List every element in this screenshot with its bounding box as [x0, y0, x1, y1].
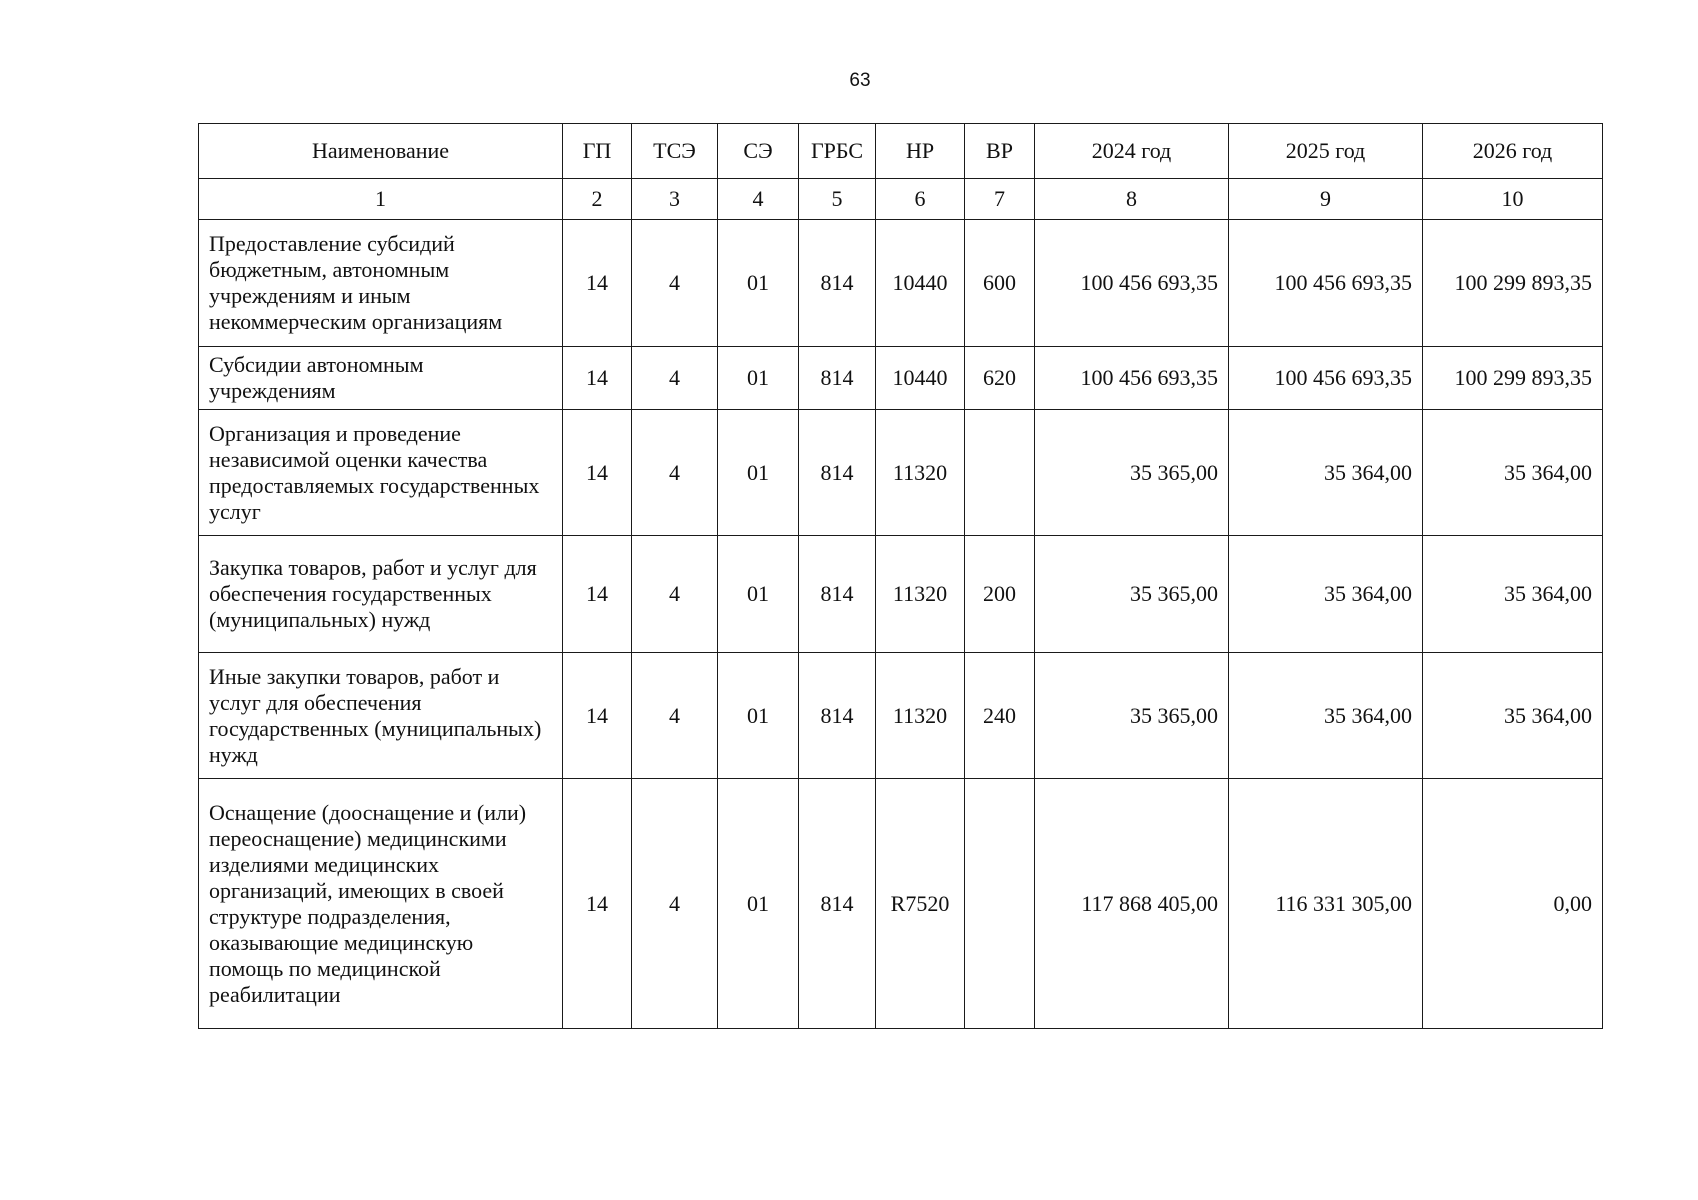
table-row: [199, 779, 1603, 1029]
cell-2025: 116 331 305,00: [1229, 779, 1423, 1029]
cell-vr: 600: [965, 220, 1035, 347]
header-vr: ВР: [965, 124, 1035, 179]
cell-gp: 14: [563, 347, 632, 410]
header-row: [199, 124, 1603, 179]
table-row: [199, 653, 1603, 779]
cell-2024: 117 868 405,00: [1035, 779, 1229, 1029]
column-number: 2: [563, 179, 632, 220]
cell-nr: 11320: [876, 653, 965, 779]
cell-nr: 11320: [876, 410, 965, 536]
page-number: 63: [849, 70, 871, 91]
cell-gp: 14: [563, 653, 632, 779]
table-row: [199, 536, 1603, 653]
column-number: 9: [1229, 179, 1423, 220]
cell-se: 01: [718, 536, 799, 653]
cell-2025: 35 364,00: [1229, 653, 1423, 779]
cell-grbs: 814: [799, 779, 876, 1029]
cell-gp: 14: [563, 536, 632, 653]
cell-nr: 11320: [876, 536, 965, 653]
cell-se: 01: [718, 779, 799, 1029]
cell-2024: 35 365,00: [1035, 653, 1229, 779]
cell-2024: 100 456 693,35: [1035, 220, 1229, 347]
cell-tse: 4: [632, 536, 718, 653]
cell-tse: 4: [632, 779, 718, 1029]
header-2024: 2024 год: [1035, 124, 1229, 179]
cell-2026: 0,00: [1423, 779, 1603, 1029]
table-row: [199, 220, 1603, 347]
header-se: СЭ: [718, 124, 799, 179]
cell-2026: 100 299 893,35: [1423, 220, 1603, 347]
cell-name: Предоставление субсидий бюджетным, автономным учреждениям и иным некоммерческим организациям: [199, 220, 563, 347]
cell-2025: 35 364,00: [1229, 410, 1423, 536]
cell-name: Субсидии автономным учреждениям: [199, 347, 563, 410]
cell-se: 01: [718, 410, 799, 536]
cell-name: Оснащение (дооснащение и (или) переоснащение) медицинскими изделиями медицинских организаций, имеющих в своей структуре подразделения, оказывающие медицинскую помощь по медицинской реабилитации: [199, 779, 563, 1029]
cell-2026: 35 364,00: [1423, 410, 1603, 536]
cell-2026: 100 299 893,35: [1423, 347, 1603, 410]
cell-se: 01: [718, 220, 799, 347]
cell-tse: 4: [632, 410, 718, 536]
cell-tse: 4: [632, 220, 718, 347]
table-row: [199, 347, 1603, 410]
cell-grbs: 814: [799, 220, 876, 347]
column-number: 6: [876, 179, 965, 220]
cell-2024: 35 365,00: [1035, 410, 1229, 536]
cell-grbs: 814: [799, 410, 876, 536]
cell-nr: 10440: [876, 347, 965, 410]
header-2026: 2026 год: [1423, 124, 1603, 179]
cell-vr: 620: [965, 347, 1035, 410]
cell-gp: 14: [563, 410, 632, 536]
cell-name: Закупка товаров, работ и услуг для обеспечения государственных (муниципальных) нужд: [199, 536, 563, 653]
cell-2025: 100 456 693,35: [1229, 220, 1423, 347]
cell-se: 01: [718, 653, 799, 779]
cell-nr: 10440: [876, 220, 965, 347]
budget-table: [198, 123, 1603, 1029]
cell-gp: 14: [563, 220, 632, 347]
cell-gp: 14: [563, 779, 632, 1029]
cell-grbs: 814: [799, 536, 876, 653]
cell-2024: 35 365,00: [1035, 536, 1229, 653]
cell-vr: [965, 410, 1035, 536]
cell-2026: 35 364,00: [1423, 653, 1603, 779]
header-2025: 2025 год: [1229, 124, 1423, 179]
header-tse: ТСЭ: [632, 124, 718, 179]
column-number: 3: [632, 179, 718, 220]
cell-vr: [965, 779, 1035, 1029]
column-number-row: [199, 179, 1603, 220]
cell-2025: 35 364,00: [1229, 536, 1423, 653]
cell-2026: 35 364,00: [1423, 536, 1603, 653]
column-number: 8: [1035, 179, 1229, 220]
cell-2025: 100 456 693,35: [1229, 347, 1423, 410]
header-gp: ГП: [563, 124, 632, 179]
column-number: 4: [718, 179, 799, 220]
table-row: [199, 410, 1603, 536]
cell-tse: 4: [632, 347, 718, 410]
cell-name: Иные закупки товаров, работ и услуг для обеспечения государственных (муниципальных) нужд: [199, 653, 563, 779]
cell-tse: 4: [632, 653, 718, 779]
column-number: 5: [799, 179, 876, 220]
cell-vr: 240: [965, 653, 1035, 779]
cell-2024: 100 456 693,35: [1035, 347, 1229, 410]
header-name: Наименование: [199, 124, 563, 179]
cell-name: Организация и проведение независимой оценки качества предоставляемых государственных услуг: [199, 410, 563, 536]
column-number: 10: [1423, 179, 1603, 220]
column-number: 1: [199, 179, 563, 220]
cell-vr: 200: [965, 536, 1035, 653]
cell-grbs: 814: [799, 347, 876, 410]
header-grbs: ГРБС: [799, 124, 876, 179]
cell-grbs: 814: [799, 653, 876, 779]
cell-se: 01: [718, 347, 799, 410]
cell-nr: R7520: [876, 779, 965, 1029]
header-nr: НР: [876, 124, 965, 179]
column-number: 7: [965, 179, 1035, 220]
